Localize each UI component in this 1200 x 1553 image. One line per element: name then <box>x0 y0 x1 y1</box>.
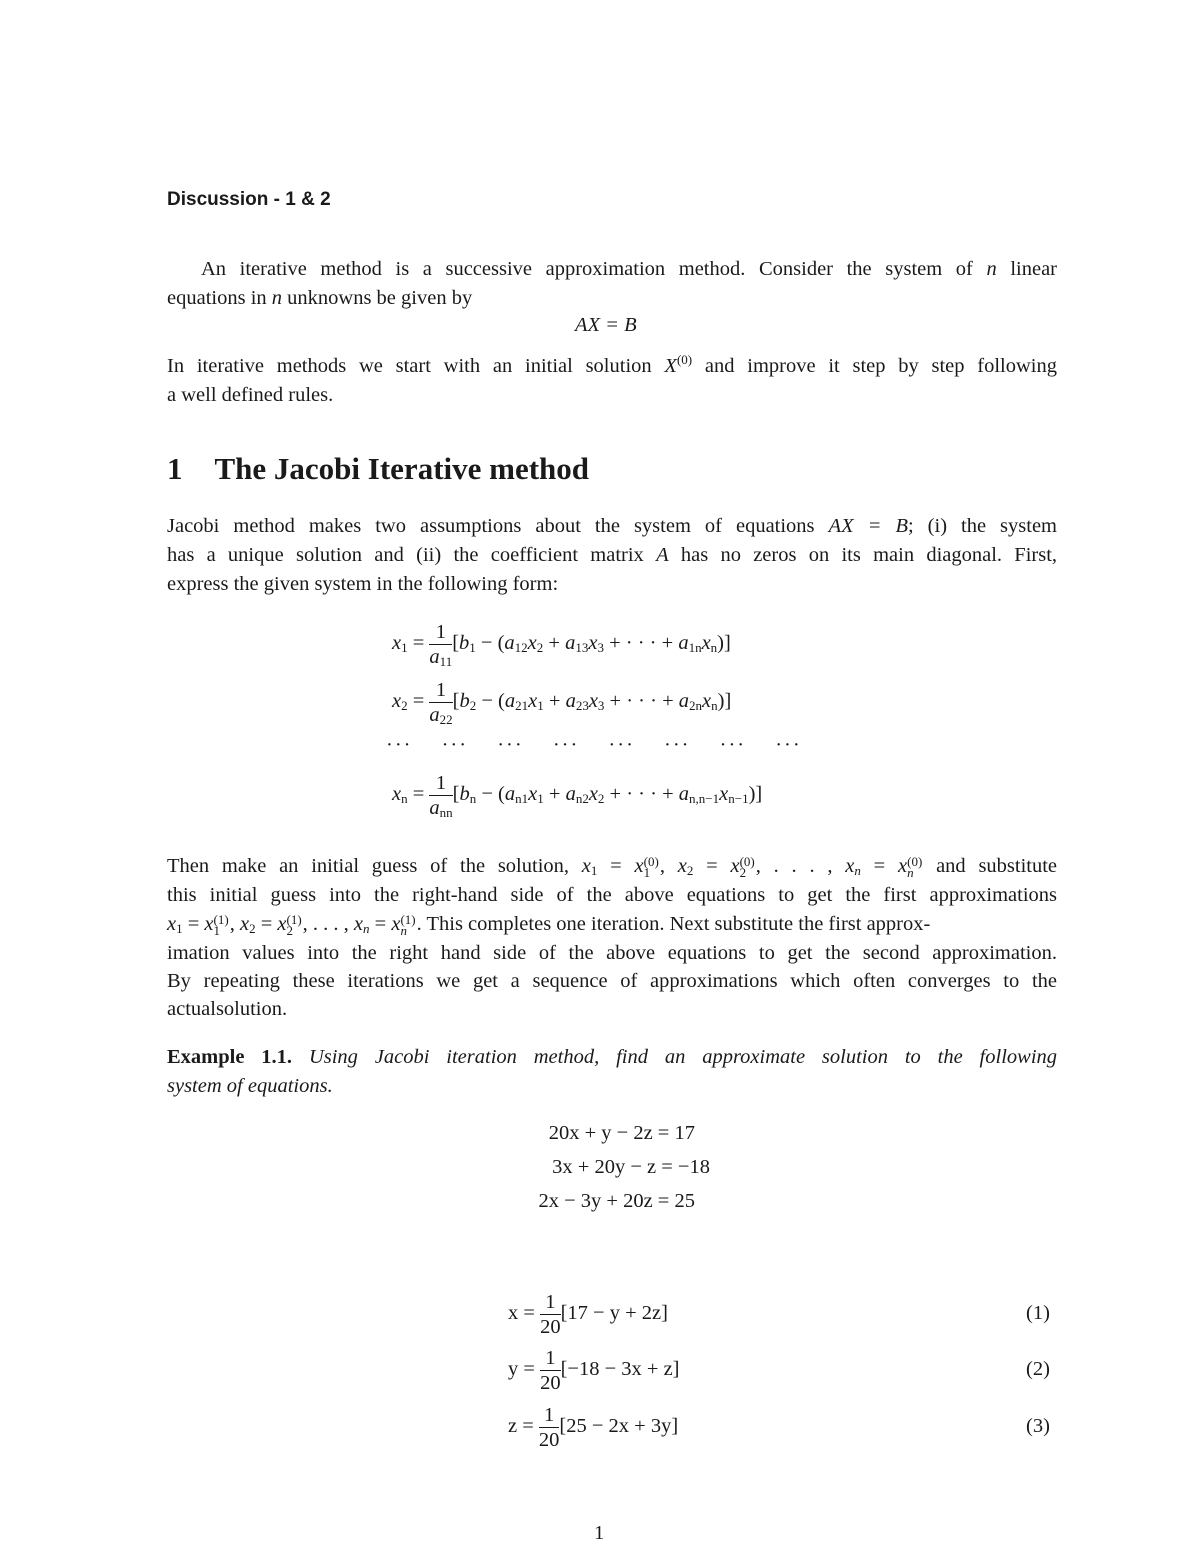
intro-line-1 <box>167 255 1057 284</box>
iteration-line-5: By repeating these iterations we get a sequence of approximations which often converges to the <box>167 970 1057 992</box>
fraction: $\frac{1}{a_{22}}$ <box>429 679 453 727</box>
jacobi-line-3: express the given system in the following form: <box>167 573 559 595</box>
var-n: n <box>271 287 283 309</box>
fraction: $\frac{1}{20}$ <box>540 1347 561 1394</box>
iteration-line-6: actualsolution. <box>167 998 288 1020</box>
initial-guess-math: $x_1 = x$ (0) 1 , $x_2 = x$ (0) 2 , . . . , $x_n = x$ (0) n <box>581 854 923 881</box>
intro-text: unknowns be given by <box>287 287 473 309</box>
general-equation-n: $x_n$ = $\frac{1}{a_{nn}}$ [$b_n - (a_{n1}x_1 + a_{n2}x_2$ + · · · + $a_{n,n-1}x_{n-1}$)] <box>392 772 763 820</box>
example-label: Example 1.1. <box>167 1046 293 1068</box>
section-number: 1 <box>167 451 183 486</box>
intro-line-4: a well defined rules. <box>167 384 334 406</box>
iteration-line-2: this initial guess into the right-hand side of the above equations to get the first approximations <box>167 884 1057 906</box>
example-system-eq-1: 20x + y − 2z = 17 <box>548 1122 695 1144</box>
example-line-2: system of equations. <box>167 1075 333 1097</box>
section-heading <box>167 451 589 487</box>
iteration-line-1 <box>167 852 1057 881</box>
iteration-text: . This completes one iteration. Next substitute the first approx- <box>416 913 931 935</box>
rearranged-eq-1: x = $\frac{1}{20}$ [17 − y + 2z] <box>508 1291 668 1338</box>
rearranged-eq-2: y = $\frac{1}{20}$ [−18 − 3x + z] <box>508 1347 680 1394</box>
intro-text: An iterative method is a successive approximation method. Consider the system of <box>201 258 973 280</box>
ellipsis-row: ··· ··· ··· ··· ··· ··· ··· ··· <box>386 734 802 756</box>
jacobi-line-2 <box>167 541 1057 570</box>
rearranged-eq-3: z = $\frac{1}{20}$ [25 − 2x + 3y] <box>508 1404 679 1451</box>
iteration-line-3 <box>167 910 930 939</box>
display-equation-ax-b: AX = B <box>575 314 637 336</box>
iteration-text: and substitute <box>936 855 1058 877</box>
fraction: $\frac{1}{a_{11}}$ <box>429 621 453 669</box>
equation-number-2: (2) <box>1026 1358 1050 1380</box>
fraction: $\frac{1}{20}$ <box>538 1404 560 1451</box>
example-system-eq-2: 3x + 20y − z = −18 <box>552 1156 710 1178</box>
example-line-1 <box>167 1043 1057 1072</box>
jacobi-text: has no zeros on its main diagonal. First, <box>680 544 1058 566</box>
jacobi-text: Jacobi method makes two assumptions about the system of equations <box>167 515 815 537</box>
intro-text: and improve it step by step following <box>704 355 1058 377</box>
iteration-line-4: imation values into the right hand side of the above equations to get the second approximation. <box>167 942 1057 964</box>
equation-number-1: (1) <box>1026 1302 1050 1324</box>
intro-line-2 <box>167 284 472 313</box>
intro-text: linear <box>1010 258 1058 280</box>
document-header: Discussion - 1 & 2 <box>167 189 331 210</box>
page-number: 1 <box>594 1522 605 1544</box>
intro-text: In iterative methods we start with an initial solution <box>167 355 652 377</box>
intro-text: equations in <box>167 287 267 309</box>
first-approx-math: $x_1 = x$ (1) 1 , $x_2 = x$ (1) 2 , . . . , $x_n = x$ (1) n <box>167 912 416 939</box>
general-equation-1: $x_1$ = $\frac{1}{a_{11}}$ [$b_1 - (a_{12}x_2 + a_{13}x_3$ + · · · + $a_{1n}x_n$)] <box>392 621 731 669</box>
jacobi-text: has a unique solution and (ii) the coefficient matrix <box>167 544 644 566</box>
iteration-text: Then make an initial guess of the solution, <box>167 855 570 877</box>
var-x: X <box>664 355 677 377</box>
example-system-eq-3: 2x − 3y + 20z = 25 <box>538 1190 695 1212</box>
var-a: A <box>656 544 669 566</box>
fraction: $\frac{1}{a_{nn}}$ <box>429 772 453 820</box>
equation-number-3: (3) <box>1026 1415 1050 1437</box>
jacobi-line-1 <box>167 512 1057 541</box>
section-title: The Jacobi Iterative method <box>214 451 590 486</box>
intro-line-3 <box>167 352 1057 381</box>
fraction: $\frac{1}{20}$ <box>540 1291 561 1338</box>
example-statement: Using Jacobi iteration method, find an approximate solution to the following <box>308 1046 1058 1068</box>
general-equation-2: $x_2$ = $\frac{1}{a_{22}}$ [$b_2 - (a_{21}x_1 + a_{23}x_3$ + · · · + $a_{2n}x_n$)] <box>392 679 732 727</box>
superscript: (0) <box>676 352 693 367</box>
equation-ax-b: AX = B <box>828 515 908 537</box>
var-n: n <box>986 258 997 280</box>
jacobi-text: ; (i) the system <box>907 515 1058 537</box>
